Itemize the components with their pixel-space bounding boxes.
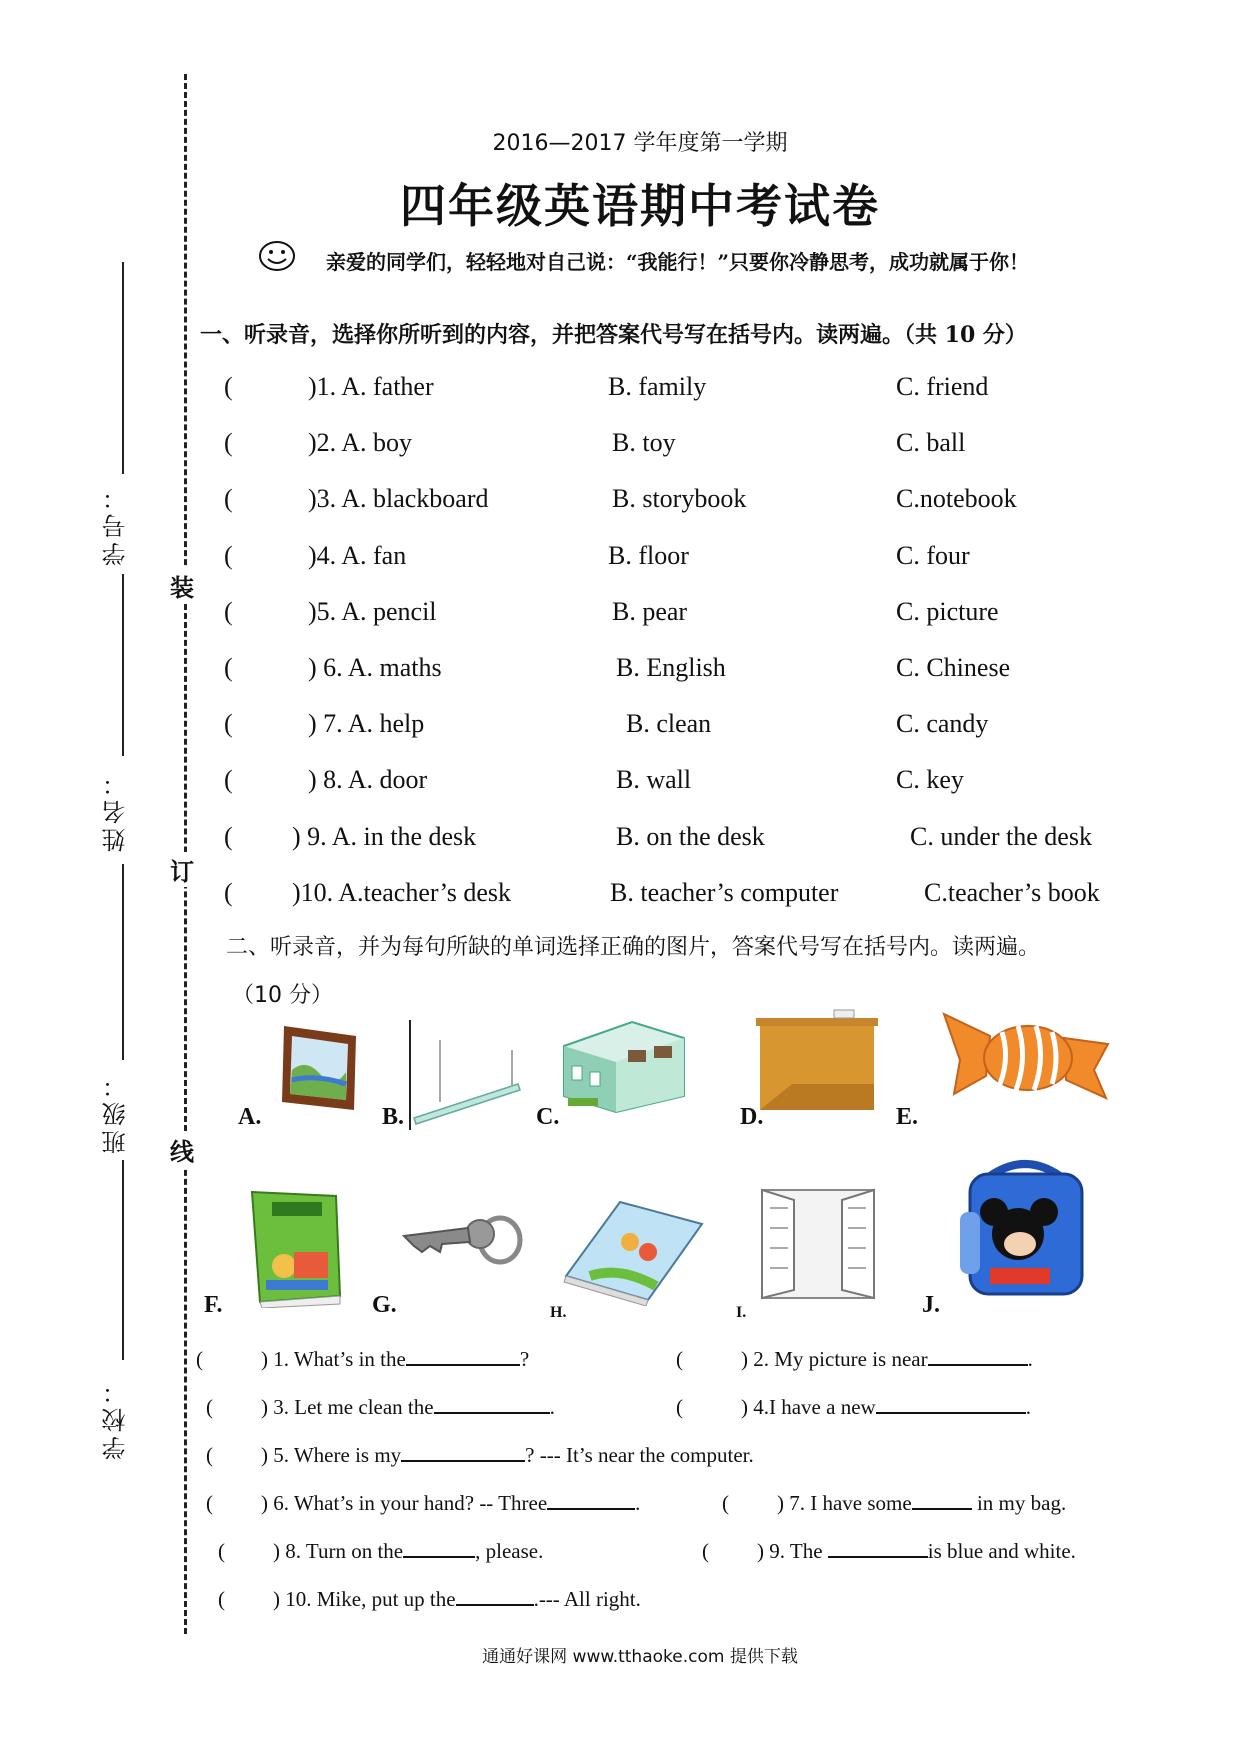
question-option-b: B. storybook <box>612 484 747 514</box>
question-option-b: B. family <box>608 372 707 401</box>
answer-paren[interactable]: ( <box>224 765 233 795</box>
exam-term: 2016—2017 学年度第一学期 <box>492 131 788 156</box>
encouragement-text: 亲爱的同学们，轻轻地对自己说：“我能行！”只要你冷静思考，成功就属于你！ <box>326 250 1030 274</box>
answer-blank[interactable] <box>434 1394 550 1414</box>
binding-char-ding: 订 <box>170 852 194 887</box>
candy-icon <box>940 1006 1112 1102</box>
page-title: 四年级英语期中考试卷 <box>400 179 880 233</box>
answer-blank[interactable] <box>456 1586 534 1606</box>
answer-blank[interactable] <box>828 1538 928 1558</box>
question-option-b: B. teacher’s computer <box>610 877 839 907</box>
answer-blank[interactable] <box>401 1442 525 1462</box>
fill-sentence-1: ( ) 1. What’s in the ? <box>196 1347 530 1371</box>
answer-paren[interactable]: ( <box>224 428 233 458</box>
fill-sentence-2: ( ) 2. My picture is near . <box>676 1347 1033 1371</box>
answer-blank[interactable] <box>406 1346 520 1366</box>
fill-sentence-8: ( ) 8. Turn on the , please. <box>218 1539 544 1563</box>
question-option-a: ) 8. A. door <box>308 765 428 795</box>
question-option-c: C. Chinese <box>896 653 1011 682</box>
pic-label-j: J. <box>922 1292 940 1318</box>
pic-label-a: A. <box>238 1104 262 1130</box>
pic-label-b: B. <box>382 1104 405 1130</box>
question-option-b: B. floor <box>608 540 689 570</box>
question-option-b: B. wall <box>616 765 692 795</box>
question-row <box>0 372 1240 412</box>
pic-label-g: G. <box>372 1292 397 1318</box>
schoolbag-icon <box>950 1152 1100 1302</box>
fill-sentence-6: ( ) 6. What’s in your hand? -- Three . <box>206 1491 641 1515</box>
pic-label-c: C. <box>536 1104 560 1130</box>
question-option-b: B. toy <box>612 428 676 458</box>
teacher-desk-icon <box>752 1008 880 1112</box>
question-option-a: )10. A.teacher’s desk <box>292 877 512 907</box>
storybook-icon <box>560 1196 706 1306</box>
section1-title: 一、听录音，选择你所听到的内容，并把答案代号写在括号内。读两遍。（共 10 分） <box>200 322 1027 348</box>
question-option-a: )5. A. pencil <box>308 596 437 626</box>
question-option-c: C. ball <box>896 428 966 458</box>
answer-paren[interactable]: ( <box>224 709 233 739</box>
question-row <box>0 428 1240 468</box>
picture-frame-icon <box>276 1022 360 1114</box>
question-option-a: ) 7. A. help <box>308 709 425 739</box>
answer-paren[interactable]: ( <box>224 484 233 514</box>
question-option-b: B. clean <box>626 709 712 739</box>
classroom-icon <box>562 1016 686 1114</box>
fluorescent-light-icon <box>406 1020 524 1130</box>
fill-sentence-4: ( ) 4.I have a new . <box>676 1395 1031 1419</box>
question-option-c: C. under the desk <box>910 821 1092 851</box>
section2-score: （10 分） <box>232 983 333 1008</box>
question-row <box>0 765 1240 805</box>
binding-char-xian: 线 <box>170 1132 194 1167</box>
question-option-c: C. four <box>896 540 970 570</box>
question-option-a: )4. A. fan <box>308 540 407 570</box>
answer-blank[interactable] <box>876 1394 1026 1414</box>
pic-label-d: D. <box>740 1104 764 1130</box>
question-option-a: )3. A. blackboard <box>308 484 489 514</box>
student-id-label: 学号： <box>102 482 130 566</box>
answer-paren[interactable]: ( <box>224 877 233 907</box>
question-row <box>0 484 1240 524</box>
section2-title: 二、听录音，并为每句所缺的单词选择正确的图片，答案代号写在括号内。读两遍。 <box>226 935 1041 960</box>
key-icon <box>400 1210 526 1268</box>
question-option-c: C.teacher’s book <box>924 877 1100 907</box>
door-icon <box>756 1184 880 1304</box>
class-label: 班级： <box>102 1070 130 1154</box>
answer-blank[interactable] <box>912 1490 972 1510</box>
answer-paren[interactable]: ( <box>224 653 233 682</box>
english-book-icon <box>242 1186 346 1308</box>
question-option-c: C. picture <box>896 596 999 626</box>
question-option-c: C.notebook <box>896 484 1017 514</box>
question-option-a: ) 9. A. in the desk <box>292 821 477 851</box>
question-row <box>0 822 1240 862</box>
fill-sentence-7: ( ) 7. I have some in my bag. <box>722 1491 1067 1515</box>
school-line <box>122 1160 124 1360</box>
answer-paren[interactable]: ( <box>224 372 233 401</box>
fill-sentence-5: ( ) 5. Where is my ? --- It’s near the computer. <box>206 1443 754 1467</box>
pic-label-f: F. <box>204 1292 223 1318</box>
answer-paren[interactable]: ( <box>224 540 233 570</box>
fill-sentence-10: ( ) 10. Mike, put up the .--- All right. <box>218 1587 641 1611</box>
school-label: 学校： <box>102 1376 130 1460</box>
answer-blank[interactable] <box>928 1346 1028 1366</box>
smiley-icon <box>258 240 296 272</box>
answer-blank[interactable] <box>547 1490 635 1510</box>
question-option-b: B. on the desk <box>616 821 765 851</box>
question-row <box>0 709 1240 749</box>
question-option-c: C. key <box>896 765 964 795</box>
fill-sentence-3: ( ) 3. Let me clean the . <box>206 1395 555 1419</box>
question-option-c: C. candy <box>896 709 989 739</box>
binding-char-zhuang: 装 <box>170 568 194 603</box>
question-option-b: B. English <box>616 653 726 682</box>
pic-label-e: E. <box>896 1104 919 1130</box>
pic-label-i: I. <box>736 1304 747 1321</box>
pic-label-h: H. <box>550 1304 567 1321</box>
question-option-a: )1. A. father <box>308 372 434 401</box>
answer-blank[interactable] <box>403 1538 475 1558</box>
question-option-a: )2. A. boy <box>308 428 412 458</box>
answer-paren[interactable]: ( <box>224 821 233 851</box>
question-row <box>0 878 1240 918</box>
question-option-c: C. friend <box>896 372 989 401</box>
question-option-b: B. pear <box>612 596 688 626</box>
question-row <box>0 653 1240 693</box>
question-row <box>0 541 1240 581</box>
answer-paren[interactable]: ( <box>224 596 233 626</box>
footer-source: 通通好课网 www.tthaoke.com 提供下载 <box>482 1647 798 1667</box>
name-label: 姓名： <box>102 768 130 852</box>
fill-sentence-9: ( ) 9. The is blue and white. <box>702 1539 1076 1563</box>
question-option-a: ) 6. A. maths <box>308 653 442 682</box>
question-row <box>0 597 1240 637</box>
